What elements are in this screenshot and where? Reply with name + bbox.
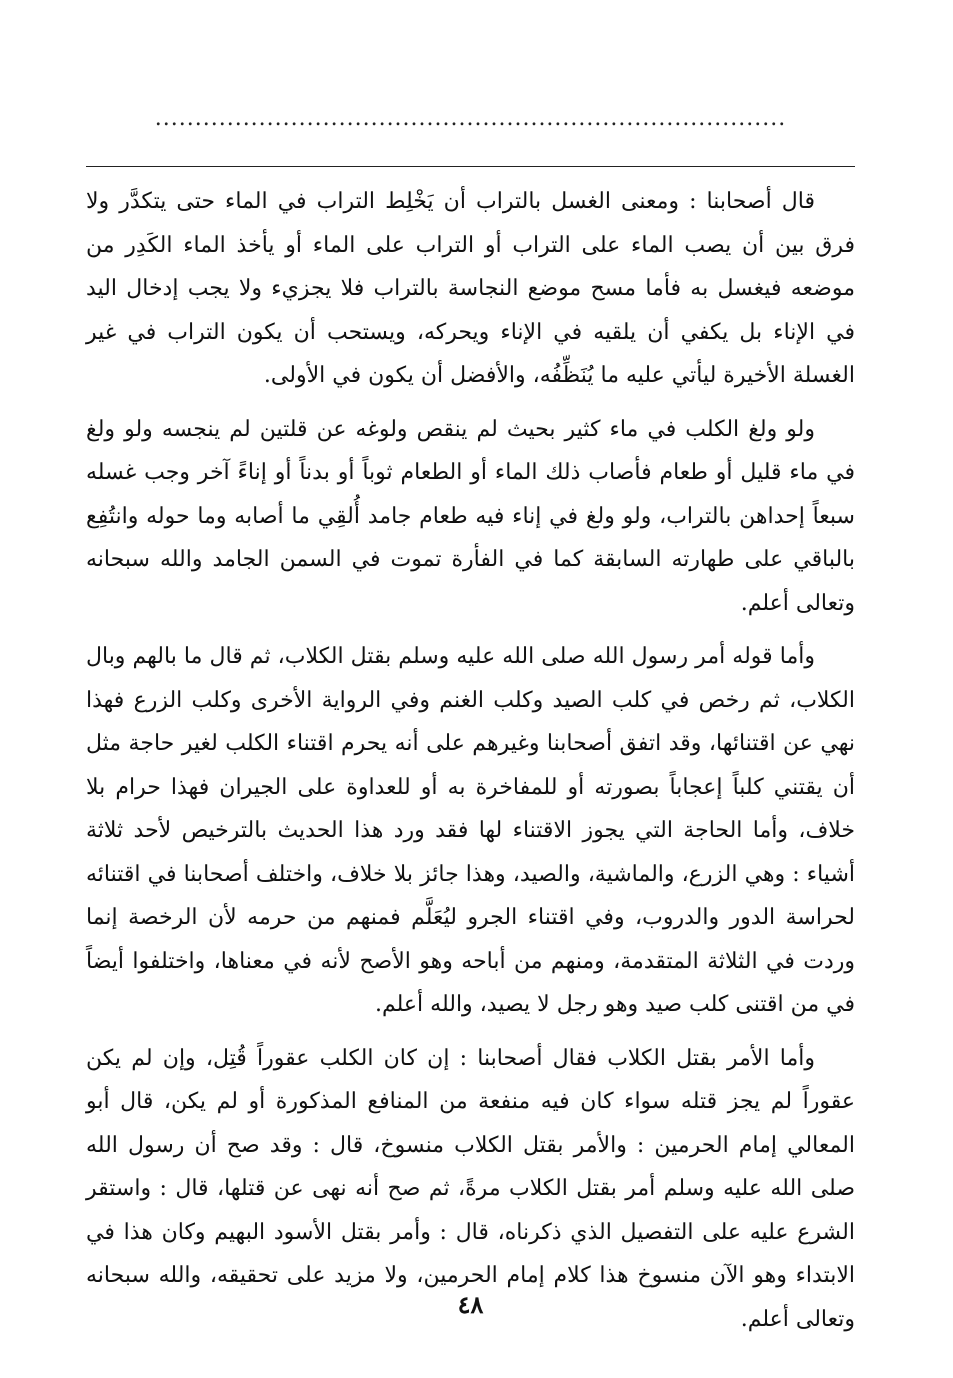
- horizontal-rule: [86, 166, 855, 167]
- dotted-separator: ...............................................................................: [154, 106, 787, 131]
- body-text: [86, 180, 855, 1351]
- page-number: ٤٨: [457, 1290, 484, 1319]
- document-page: [86, 0, 855, 1378]
- paragraph-1: قال أصحابنا : ومعنى الغسل بالتراب أن يَخْلِط التراب في الماء حتى يتكدَّر ولا فرق بين أن يصب الماء على التراب أو التراب على الماء أو يأخذ الماء الكَدِر من موضعه فيغسل به فأما مسح موضع النجاسة بالتراب فلا يجزيء ولا يجب إدخال اليد في الإناء بل يكفي أن يلقيه في الإناء ويحركه، ويستحب أن يكون التراب في غير الغسلة الأخيرة ليأتي عليه ما يُنَظِّفُه، والأفضل أن يكون في الأولى.: [86, 189, 855, 388]
- paragraph-2: ولو ولغ الكلب في ماء كثير بحيث لم ينقص ولوغه عن قلتين لم ينجسه ولو ولغ في ماء قليل أو طعام فأصاب ذلك الماء أو الطعام ثوباً أو بدناً أو إناءً آخر وجب غسله سبعاً إحداهن بالتراب، ولو ولغ في إناء فيه طعام جامد أُلقِي ما أصابه وما حوله وانتُفِع بالباقي على طهارته السابقة كما في الفأرة تموت في السمن الجامد والله سبحانه وتعالى أعلم.: [86, 416, 855, 616]
- paragraph-3: وأما قوله أمر رسول الله صلى الله عليه وسلم بقتل الكلاب، ثم قال ما بالهم وبال الكلاب، ثم رخص في كلب الصيد وكلب الغنم وفي الرواية الأخرى وكلب الزرع فهذا نهي عن اقتنائها، وقد اتفق أصحابنا وغيرهم على أنه يحرم اقتناء الكلب لغير حاجة مثل أن يقتني كلباً إعجاباً بصورته أو للمفاخرة به أو للعداوة على الجيران فهذا حرام بلا خلاف، وأما الحاجة التي يجوز الاقتناء لها فقد ورد هذا الحديث بالترخيص لأحد ثلاثة أشياء : وهي الزرع، والماشية، والصيد، وهذا جائز بلا خلاف، واختلف أصحابنا في اقتنائه لحراسة الدور والدروب، وفي اقتناء الجرو ليُعَلَّم فمنهم من حرمه لأن الرخصة إنما وردت في الثلاثة المتقدمة، ومنهم من أباحه وهو الأصح لأنه في معناها، واختلفوا أيضاً في من اقتنى كلب صيد وهو رجل لا يصيد، والله أعلم.: [86, 644, 855, 1017]
- paragraph-4: وأما الأمر بقتل الكلاب فقال أصحابنا : إن كان الكلب عقوراً قُتِل، وإن لم يكن عقوراً لم يجز قتله سواء كان فيه منفعة من المنافع المذكورة أو لم يكن، قال أبو المعالي إمام الحرمين : والأمر بقتل الكلاب منسوخ، قال : وقد صح أن رسول الله صلى الله عليه وسلم أمر بقتل الكلاب مرةً، ثم صح أنه نهى عن قتلها، قال : واستقر الشرع عليه على التفصيل الذي ذكرناه، قال : وأمر بقتل الأسود البهيم وكان هذا في الابتداء وهو الآن منسوخ هذا كلام إمام الحرمين، ولا مزيد على تحقيقه، والله سبحانه وتعالى أعلم.: [86, 1045, 855, 1332]
